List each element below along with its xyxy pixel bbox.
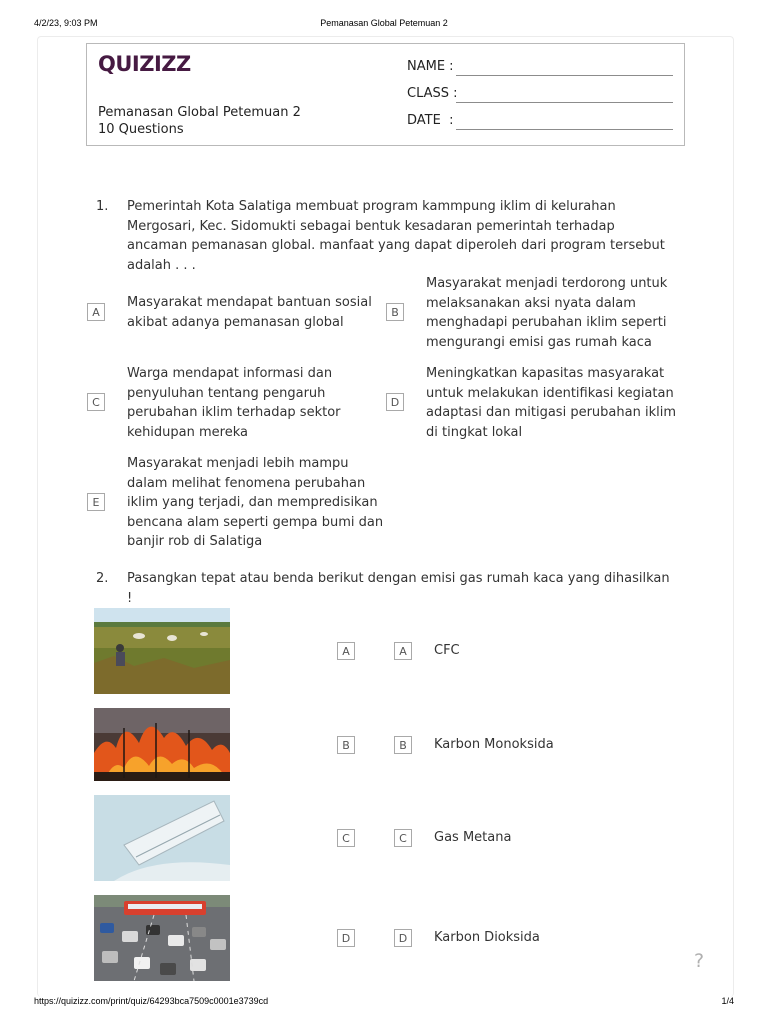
worksheet-header (86, 43, 685, 146)
option-d-text: Meningkatkan kapasitas masyarakat untuk melakukan identifikasi kegiatan adaptasi dan mitigasi perubahan iklim di tingkat lokal (426, 366, 676, 440)
option-b-text: Masyarakat menjadi terdorong untuk melaksanakan aksi nyata dalam menghadapi perubahan iklim seperti mengurangi emisi gas rumah kaca (426, 276, 668, 350)
option-b-box[interactable]: B (386, 303, 404, 321)
question-2-number: 2. (96, 571, 109, 586)
print-title: Pemanasan Global Petemuan 2 (320, 18, 448, 28)
option-c-box[interactable]: C (87, 393, 105, 411)
print-datetime: 4/2/23, 9:03 PM (34, 18, 98, 28)
traffic-jam-image (94, 895, 230, 981)
option-e-box[interactable]: E (87, 493, 105, 511)
match-left-c[interactable]: C (337, 829, 355, 847)
forest-fire-image (94, 708, 230, 781)
match-right-c[interactable]: C (394, 829, 412, 847)
question-1-text: Pemerintah Kota Salatiga membuat program kammpung iklim di kelurahan Mergosari, Kec. Sidomukti sebagai bentuk kesadaran pemerintah terhadap ancaman pemanasan global. manfaat yang dapat diperoleh dari program tersebut adalah . . . (127, 199, 665, 273)
name-label: NAME : (407, 59, 454, 74)
date-line (456, 129, 673, 130)
match-right-d[interactable]: D (394, 929, 412, 947)
class-line (456, 102, 673, 103)
option-a-box[interactable]: A (87, 303, 105, 321)
class-label: CLASS : (407, 86, 458, 101)
date-label: DATE : (407, 113, 454, 128)
air-conditioner-image (94, 795, 230, 881)
match-right-a[interactable]: A (394, 642, 412, 660)
option-e-text: Masyarakat menjadi lebih mampu dalam melihat fenomena perubahan iklim yang terjadi, dan mempredisikan bencana alam seperti gempa bumi dan banjir rob di Salatiga (127, 456, 384, 549)
question-mark-icon[interactable]: ? (694, 950, 705, 972)
question-1-number: 1. (96, 199, 109, 214)
print-page-number: 1/4 (721, 996, 734, 1006)
quiz-title: Pemanasan Global Petemuan 2 (98, 105, 301, 120)
print-footer (0, 996, 768, 1008)
question-2-text: Pasangkan tepat atau benda berikut dengan emisi gas rumah kaca yang dihasilkan ! (127, 571, 670, 606)
answer-karbon-monoksida: Karbon Monoksida (434, 737, 554, 752)
answer-cfc: CFC (434, 643, 460, 658)
match-right-b[interactable]: B (394, 736, 412, 754)
print-header (0, 18, 768, 30)
answer-gas-metana: Gas Metana (434, 830, 512, 845)
match-left-d[interactable]: D (337, 929, 355, 947)
question-count: 10 Questions (98, 122, 184, 137)
quizizz-logo: QUIZIZZ (98, 52, 191, 76)
match-left-b[interactable]: B (337, 736, 355, 754)
name-line (456, 75, 673, 76)
print-url[interactable]: https://quizizz.com/print/quiz/64293bca7509c0001e3739cd (34, 996, 269, 1006)
option-d-box[interactable]: D (386, 393, 404, 411)
option-a-text: Masyarakat mendapat bantuan sosial akibat adanya pemanasan global (127, 295, 372, 330)
option-c-text: Warga mendapat informasi dan penyuluhan tentang pengaruh perubahan iklim terhadap sektor kehidupan mereka (127, 366, 341, 440)
rice-field-image (94, 608, 230, 694)
match-left-a[interactable]: A (337, 642, 355, 660)
answer-karbon-dioksida: Karbon Dioksida (434, 930, 540, 945)
